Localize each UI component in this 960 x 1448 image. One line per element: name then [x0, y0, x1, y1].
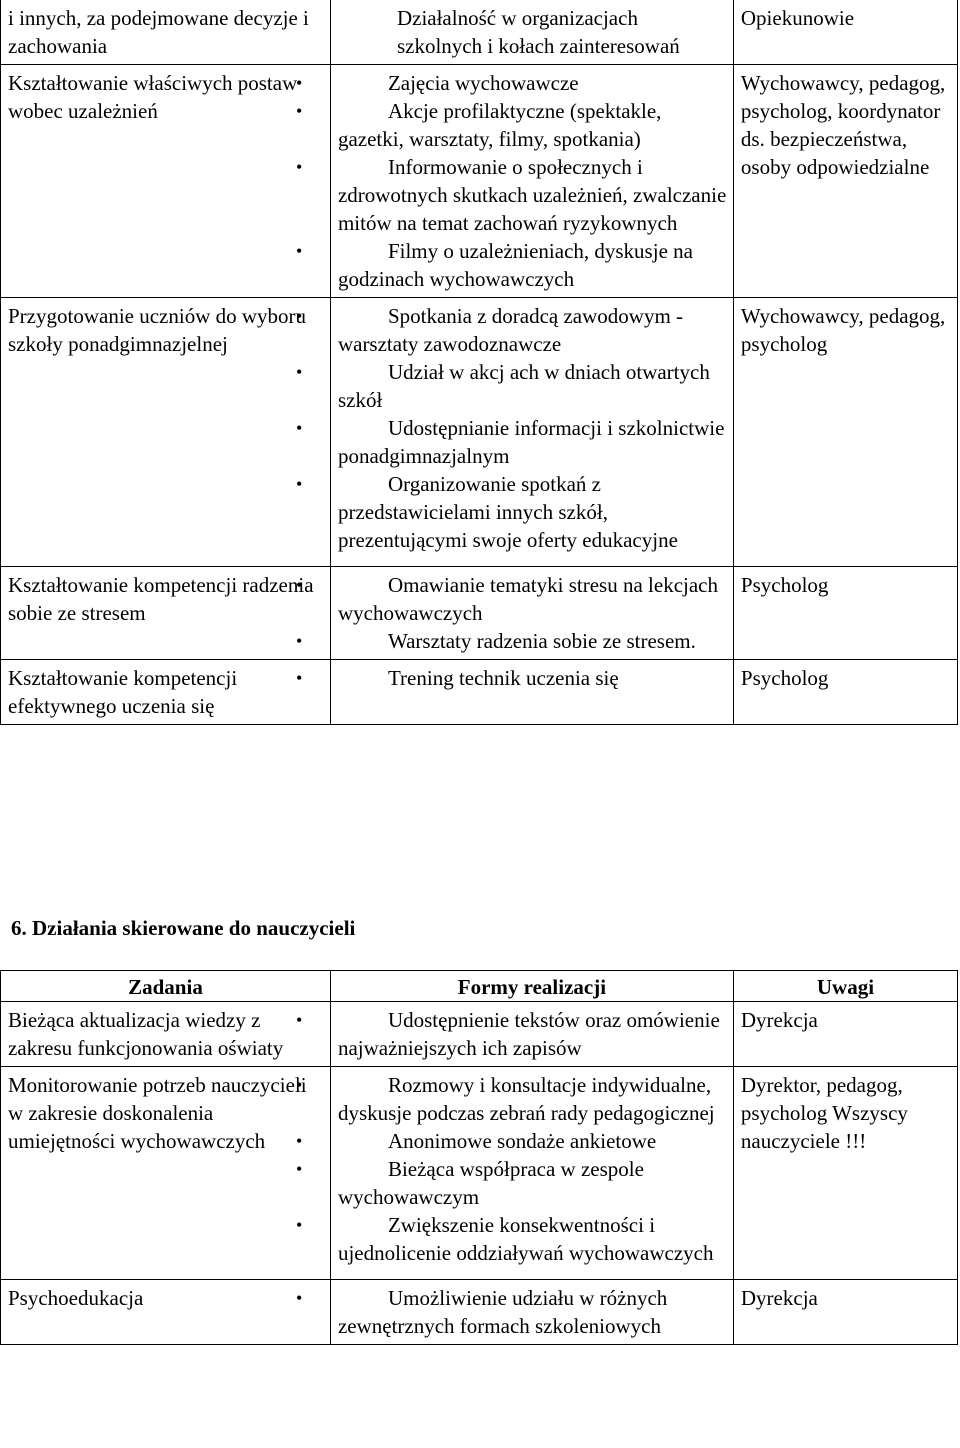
- activities-table-teachers: [0, 970, 958, 1345]
- list-item: • Zwiększenie konsekwentności i ujednolicenie oddziaływań wychowawczych: [338, 1211, 727, 1267]
- responsible-cell: Opiekunowie: [733, 0, 957, 65]
- table-row: [1, 567, 958, 660]
- table-row: [1, 1280, 958, 1345]
- list-item: • Zajęcia wychowawcze: [338, 69, 727, 97]
- forms-cell: [330, 1002, 733, 1067]
- forms-cell: [330, 0, 733, 65]
- column-header: Uwagi: [733, 971, 957, 1002]
- task-cell: i innych, za podejmowane decyzje i zachowania: [1, 0, 331, 65]
- list-item: • Anonimowe sondaże ankietowe: [338, 1127, 727, 1155]
- section-heading: 6. Działania skierowane do nauczycieli: [11, 916, 356, 940]
- column-header: Formy realizacji: [330, 971, 733, 1002]
- forms-cell: [330, 65, 733, 298]
- list-item: • Udostępnienie tekstów oraz omówienie najważniejszych ich zapisów: [338, 1006, 727, 1062]
- task-cell: Kształtowanie właściwych postaw wobec uzależnień: [1, 65, 331, 298]
- forms-cell: [330, 298, 733, 567]
- table-row: [1, 1002, 958, 1067]
- table-header-row: [1, 971, 958, 1002]
- task-cell: Monitorowanie potrzeb nauczycieli w zakresie doskonalenia umiejętności wychowawczych: [1, 1067, 331, 1280]
- list-item: • Bieżąca współpraca w zespole wychowawczym: [338, 1155, 727, 1211]
- table-row: [1, 0, 958, 65]
- task-cell: Psychoedukacja: [1, 1280, 331, 1345]
- notes-cell: Dyrektor, pedagog, psycholog Wszyscy nauczyciele !!!: [733, 1067, 957, 1280]
- task-cell: Kształtowanie kompetencji radzenia sobie ze stresem: [1, 567, 331, 660]
- list-item: • Udział w akcj ach w dniach otwartych szkół: [338, 358, 727, 414]
- notes-cell: Dyrekcja: [733, 1280, 957, 1345]
- table-row: [1, 298, 958, 567]
- forms-cell: [330, 567, 733, 660]
- list-item: • Warsztaty radzenia sobie ze stresem.: [338, 627, 727, 655]
- responsible-cell: Wychowawcy, pedagog, psycholog, koordynator ds. bezpieczeństwa, osoby odpowiedzialne: [733, 65, 957, 298]
- forms-cell: [330, 1280, 733, 1345]
- list-item: • Rozmowy i konsultacje indywidualne, dyskusje podczas zebrań rady pedagogicznej: [338, 1071, 727, 1127]
- list-item: • Informowanie o społecznych i zdrowotnych skutkach uzależnień, zwalczanie mitów na temat zachowań ryzykownych: [338, 153, 727, 237]
- forms-cell: [330, 1067, 733, 1280]
- column-header: Zadania: [1, 971, 331, 1002]
- task-cell: Przygotowanie uczniów do wyboru szkoły ponadgimnazjelnej: [1, 298, 331, 567]
- list-item: • Filmy o uzależnieniach, dyskusje na godzinach wychowawczych: [338, 237, 727, 293]
- list-item: • Akcje profilaktyczne (spektakle, gazetki, warsztaty, filmy, spotkania): [338, 97, 727, 153]
- forms-cell: [330, 660, 733, 725]
- list-item: • Spotkania z doradcą zawodowym - warsztaty zawodoznawcze: [338, 302, 727, 358]
- table-row: [1, 660, 958, 725]
- list-item: • Trening technik uczenia się: [338, 664, 727, 692]
- list-item: • Omawianie tematyki stresu na lekcjach wychowawczych: [338, 571, 727, 627]
- task-cell: Kształtowanie kompetencji efektywnego uczenia się: [1, 660, 331, 725]
- responsible-cell: Psycholog: [733, 660, 957, 725]
- responsible-cell: Psycholog: [733, 567, 957, 660]
- list-item: • Umożliwienie udziału w różnych zewnętrznych formach szkoleniowych: [338, 1284, 727, 1340]
- forms-intro-text: Działalność w organizacjach szkolnych i kołach zainteresowań: [396, 6, 680, 58]
- table-row: [1, 65, 958, 298]
- list-item: • Udostępnianie informacji i szkolnictwie ponadgimnazjalnym: [338, 414, 727, 470]
- table-row: [1, 1067, 958, 1280]
- notes-cell: Dyrekcja: [733, 1002, 957, 1067]
- list-item: • Organizowanie spotkań z przedstawicielami innych szkół, prezentującymi swoje oferty edukacyjne: [338, 470, 727, 554]
- activities-table-students: [0, 0, 958, 725]
- responsible-cell: Wychowawcy, pedagog, psycholog: [733, 298, 957, 567]
- task-cell: Bieżąca aktualizacja wiedzy z zakresu funkcjonowania oświaty: [1, 1002, 331, 1067]
